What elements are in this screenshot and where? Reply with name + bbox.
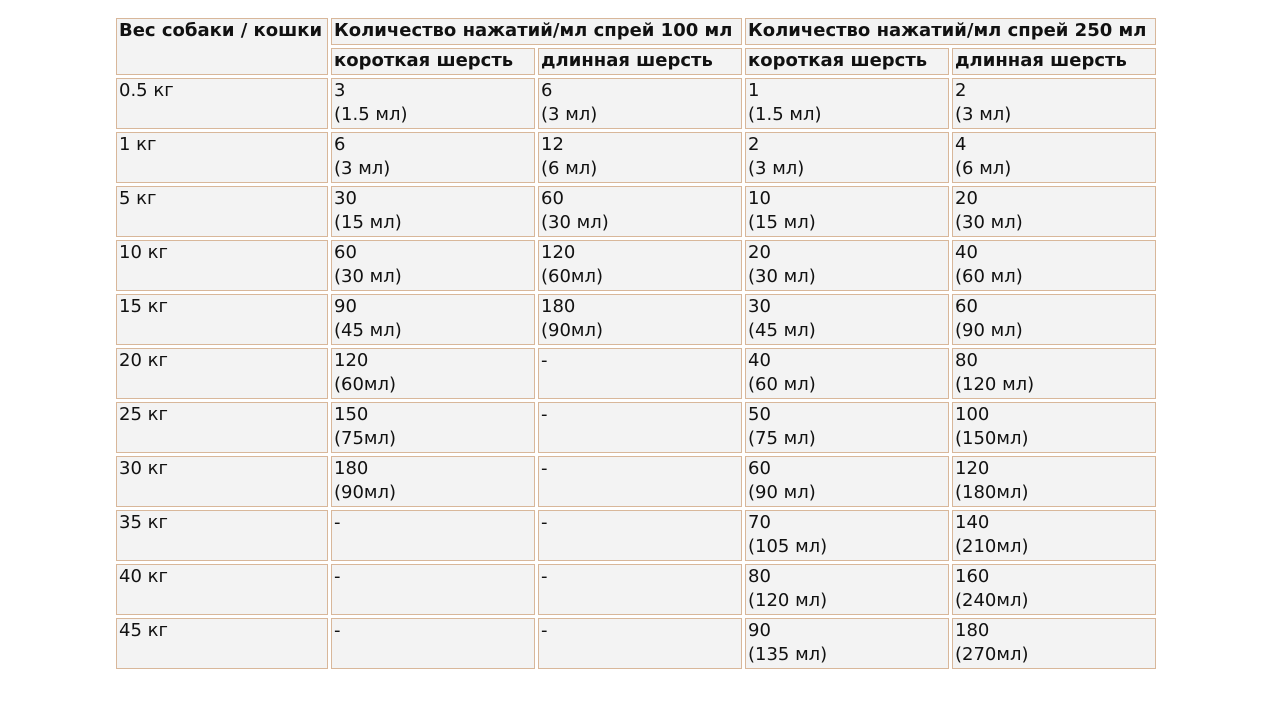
cell-weight: 15 кг <box>116 294 328 345</box>
cell-short-coat-250 <box>745 132 949 183</box>
press-count: 3 <box>334 80 346 101</box>
volume-ml: (90 мл) <box>955 320 1023 341</box>
volume-ml: (90 мл) <box>748 482 816 503</box>
volume-ml: (180мл) <box>955 482 1029 503</box>
volume-ml: (6 мл) <box>955 158 1012 179</box>
press-count: 12 <box>541 134 564 155</box>
press-count: 30 <box>334 188 357 209</box>
volume-ml: (240мл) <box>955 590 1029 611</box>
volume-ml: (1.5 мл) <box>748 104 822 125</box>
cell-short-coat-100 <box>331 618 535 669</box>
dosage-table <box>113 15 1159 672</box>
volume-ml: (90мл) <box>334 482 397 503</box>
volume-ml: (30 мл) <box>955 212 1023 233</box>
press-count: 60 <box>748 458 771 479</box>
press-count: 40 <box>748 350 771 371</box>
volume-ml: (30 мл) <box>748 266 816 287</box>
table-row <box>116 348 1156 399</box>
table-row <box>116 618 1156 669</box>
table-row <box>116 456 1156 507</box>
cell-long-coat-250 <box>952 402 1156 453</box>
press-count: 1 <box>748 80 760 101</box>
cell-short-coat-250 <box>745 240 949 291</box>
press-count: 20 <box>955 188 978 209</box>
volume-ml: (90мл) <box>541 320 604 341</box>
cell-short-coat-250 <box>745 348 949 399</box>
cell-long-coat-100 <box>538 348 742 399</box>
press-count: 120 <box>541 242 576 263</box>
press-count: 180 <box>541 296 576 317</box>
table-row <box>116 564 1156 615</box>
header-long-coat-100: длинная шерсть <box>538 48 742 75</box>
header-weight: Вес собаки / кошки <box>116 18 328 75</box>
cell-long-coat-100 <box>538 510 742 561</box>
table-row <box>116 402 1156 453</box>
press-count: - <box>334 620 341 641</box>
press-count: 10 <box>748 188 771 209</box>
volume-ml: (60 мл) <box>955 266 1023 287</box>
table-row <box>116 78 1156 129</box>
cell-short-coat-250 <box>745 564 949 615</box>
volume-ml: (3 мл) <box>541 104 598 125</box>
press-count: 2 <box>748 134 760 155</box>
table-row <box>116 186 1156 237</box>
volume-ml: (6 мл) <box>541 158 598 179</box>
cell-short-coat-250 <box>745 510 949 561</box>
table-row <box>116 294 1156 345</box>
header-long-coat-250: длинная шерсть <box>952 48 1156 75</box>
volume-ml: (120 мл) <box>748 590 828 611</box>
cell-long-coat-100 <box>538 294 742 345</box>
cell-long-coat-250 <box>952 456 1156 507</box>
press-count: 120 <box>334 350 369 371</box>
press-count: 6 <box>541 80 553 101</box>
cell-long-coat-100 <box>538 618 742 669</box>
header-row-groups <box>116 18 1156 45</box>
press-count: 6 <box>334 134 346 155</box>
press-count: 2 <box>955 80 967 101</box>
press-count: 60 <box>334 242 357 263</box>
header-spray-100: Количество нажатий/мл спрей 100 мл <box>331 18 742 45</box>
table-row <box>116 132 1156 183</box>
cell-short-coat-250 <box>745 456 949 507</box>
volume-ml: (30 мл) <box>541 212 609 233</box>
press-count: 40 <box>955 242 978 263</box>
volume-ml: (60мл) <box>541 266 604 287</box>
press-count: 150 <box>334 404 369 425</box>
cell-weight: 40 кг <box>116 564 328 615</box>
press-count: 160 <box>955 566 990 587</box>
cell-long-coat-250 <box>952 78 1156 129</box>
cell-long-coat-250 <box>952 510 1156 561</box>
cell-long-coat-100 <box>538 186 742 237</box>
volume-ml: (15 мл) <box>334 212 402 233</box>
cell-weight: 5 кг <box>116 186 328 237</box>
press-count: 90 <box>748 620 771 641</box>
volume-ml: (30 мл) <box>334 266 402 287</box>
cell-short-coat-100 <box>331 510 535 561</box>
volume-ml: (3 мл) <box>748 158 805 179</box>
press-count: 80 <box>955 350 978 371</box>
volume-ml: (75 мл) <box>748 428 816 449</box>
cell-short-coat-100 <box>331 78 535 129</box>
table-row <box>116 240 1156 291</box>
cell-weight: 25 кг <box>116 402 328 453</box>
cell-long-coat-100 <box>538 564 742 615</box>
press-count: 70 <box>748 512 771 533</box>
header-short-coat-250: короткая шерсть <box>745 48 949 75</box>
press-count: 30 <box>748 296 771 317</box>
cell-long-coat-100 <box>538 402 742 453</box>
cell-weight: 35 кг <box>116 510 328 561</box>
table-row <box>116 510 1156 561</box>
press-count: 140 <box>955 512 990 533</box>
cell-long-coat-250 <box>952 348 1156 399</box>
press-count: 90 <box>334 296 357 317</box>
volume-ml: (15 мл) <box>748 212 816 233</box>
press-count: 100 <box>955 404 990 425</box>
press-count: 120 <box>955 458 990 479</box>
cell-weight: 0.5 кг <box>116 78 328 129</box>
cell-long-coat-100 <box>538 240 742 291</box>
cell-weight: 1 кг <box>116 132 328 183</box>
volume-ml: (150мл) <box>955 428 1029 449</box>
cell-short-coat-100 <box>331 240 535 291</box>
press-count: - <box>541 458 548 479</box>
cell-short-coat-250 <box>745 402 949 453</box>
cell-weight: 20 кг <box>116 348 328 399</box>
press-count: - <box>541 620 548 641</box>
cell-long-coat-250 <box>952 186 1156 237</box>
press-count: 80 <box>748 566 771 587</box>
volume-ml: (75мл) <box>334 428 397 449</box>
cell-short-coat-250 <box>745 294 949 345</box>
press-count: - <box>541 512 548 533</box>
cell-short-coat-250 <box>745 186 949 237</box>
press-count: - <box>334 566 341 587</box>
press-count: 180 <box>334 458 369 479</box>
volume-ml: (3 мл) <box>955 104 1012 125</box>
cell-short-coat-100 <box>331 456 535 507</box>
press-count: - <box>541 404 548 425</box>
table-body <box>116 18 1156 669</box>
volume-ml: (270мл) <box>955 644 1029 665</box>
cell-short-coat-250 <box>745 78 949 129</box>
volume-ml: (120 мл) <box>955 374 1035 395</box>
volume-ml: (105 мл) <box>748 536 828 557</box>
cell-short-coat-100 <box>331 132 535 183</box>
cell-short-coat-100 <box>331 348 535 399</box>
cell-long-coat-250 <box>952 240 1156 291</box>
press-count: - <box>541 566 548 587</box>
cell-weight: 10 кг <box>116 240 328 291</box>
header-short-coat-100: короткая шерсть <box>331 48 535 75</box>
volume-ml: (45 мл) <box>334 320 402 341</box>
cell-long-coat-250 <box>952 132 1156 183</box>
cell-weight: 45 кг <box>116 618 328 669</box>
cell-long-coat-100 <box>538 132 742 183</box>
volume-ml: (3 мл) <box>334 158 391 179</box>
press-count: 4 <box>955 134 967 155</box>
volume-ml: (45 мл) <box>748 320 816 341</box>
cell-weight: 30 кг <box>116 456 328 507</box>
cell-long-coat-100 <box>538 78 742 129</box>
cell-short-coat-100 <box>331 402 535 453</box>
volume-ml: (60мл) <box>334 374 397 395</box>
cell-long-coat-250 <box>952 618 1156 669</box>
press-count: 60 <box>541 188 564 209</box>
cell-short-coat-250 <box>745 618 949 669</box>
cell-long-coat-100 <box>538 456 742 507</box>
cell-short-coat-100 <box>331 564 535 615</box>
press-count: 60 <box>955 296 978 317</box>
volume-ml: (210мл) <box>955 536 1029 557</box>
press-count: 50 <box>748 404 771 425</box>
press-count: - <box>541 350 548 371</box>
volume-ml: (1.5 мл) <box>334 104 408 125</box>
press-count: - <box>334 512 341 533</box>
press-count: 180 <box>955 620 990 641</box>
cell-short-coat-100 <box>331 294 535 345</box>
volume-ml: (60 мл) <box>748 374 816 395</box>
cell-long-coat-250 <box>952 294 1156 345</box>
header-spray-250: Количество нажатий/мл спрей 250 мл <box>745 18 1156 45</box>
volume-ml: (135 мл) <box>748 644 828 665</box>
cell-short-coat-100 <box>331 186 535 237</box>
press-count: 20 <box>748 242 771 263</box>
cell-long-coat-250 <box>952 564 1156 615</box>
